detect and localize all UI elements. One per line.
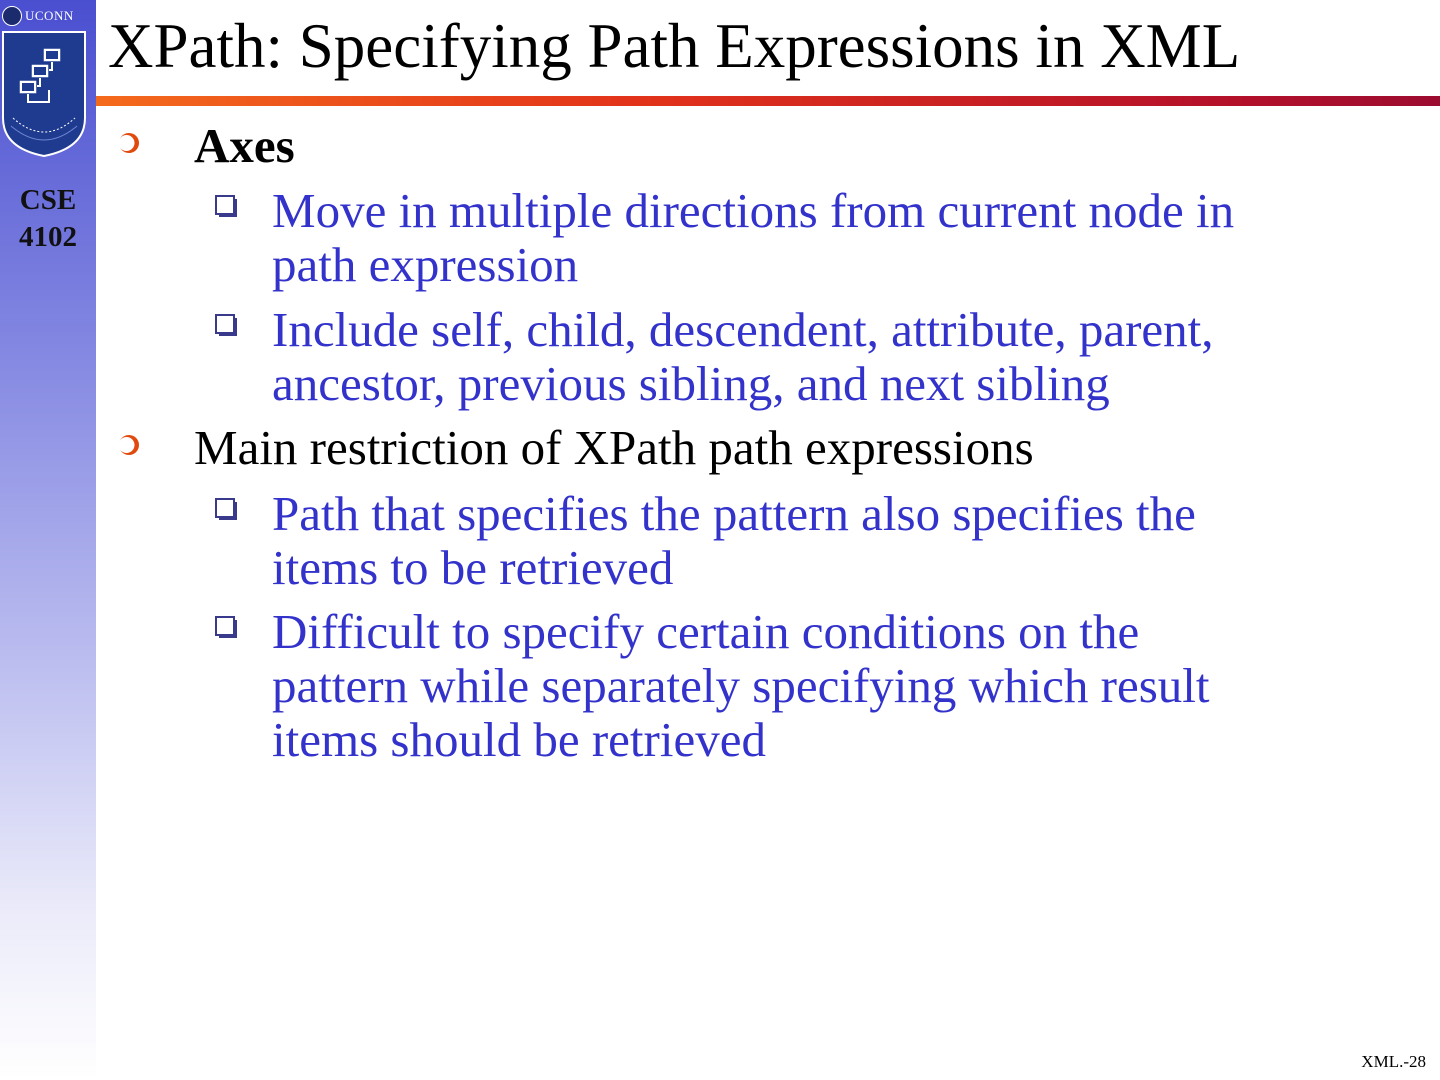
slide-number: XML.-28 xyxy=(1361,1052,1426,1071)
uconn-wordmark: UCONN xyxy=(25,8,74,23)
sub-bullet-line: Include self, child, descendent, attribute, parent, xyxy=(272,302,1214,357)
slide-title: XPath: Specifying Path Expressions in XML xyxy=(108,11,1241,81)
sub-bullet-line: items should be retrieved xyxy=(272,712,766,767)
sub-bullet-line: ancestor, previous sibling, and next sibling xyxy=(272,356,1110,411)
sub-bullet-line: pattern while separately specifying which result xyxy=(272,658,1210,713)
square-bullet-icon xyxy=(214,313,240,339)
bullet-text: Axes xyxy=(194,118,295,173)
square-bullet-icon xyxy=(214,615,240,641)
course-code-line-1: CSE xyxy=(19,184,77,216)
bullet-main-restriction xyxy=(194,420,1034,476)
sub-bullet xyxy=(272,184,1234,292)
sub-bullet-line: path expression xyxy=(272,237,579,292)
sub-bullet-line: Move in multiple directions from current node in xyxy=(272,183,1235,238)
bullet-text: Main restriction of XPath path expressions xyxy=(194,420,1034,475)
sub-bullet-line: items to be retrieved xyxy=(272,540,674,595)
course-code-line-2: 4102 xyxy=(19,221,77,253)
sub-bullet xyxy=(272,303,1214,411)
bullet-axes xyxy=(194,118,295,174)
square-bullet-icon xyxy=(214,194,240,220)
sub-bullet-line: Path that specifies the pattern also specifies the xyxy=(272,486,1196,541)
ring-bullet-icon xyxy=(116,432,142,458)
ring-bullet-icon xyxy=(116,130,142,156)
sub-bullet xyxy=(272,605,1209,767)
sub-bullet-line: Difficult to specify certain conditions on the xyxy=(272,604,1140,659)
sub-bullet xyxy=(272,487,1196,595)
square-bullet-icon xyxy=(214,497,240,523)
